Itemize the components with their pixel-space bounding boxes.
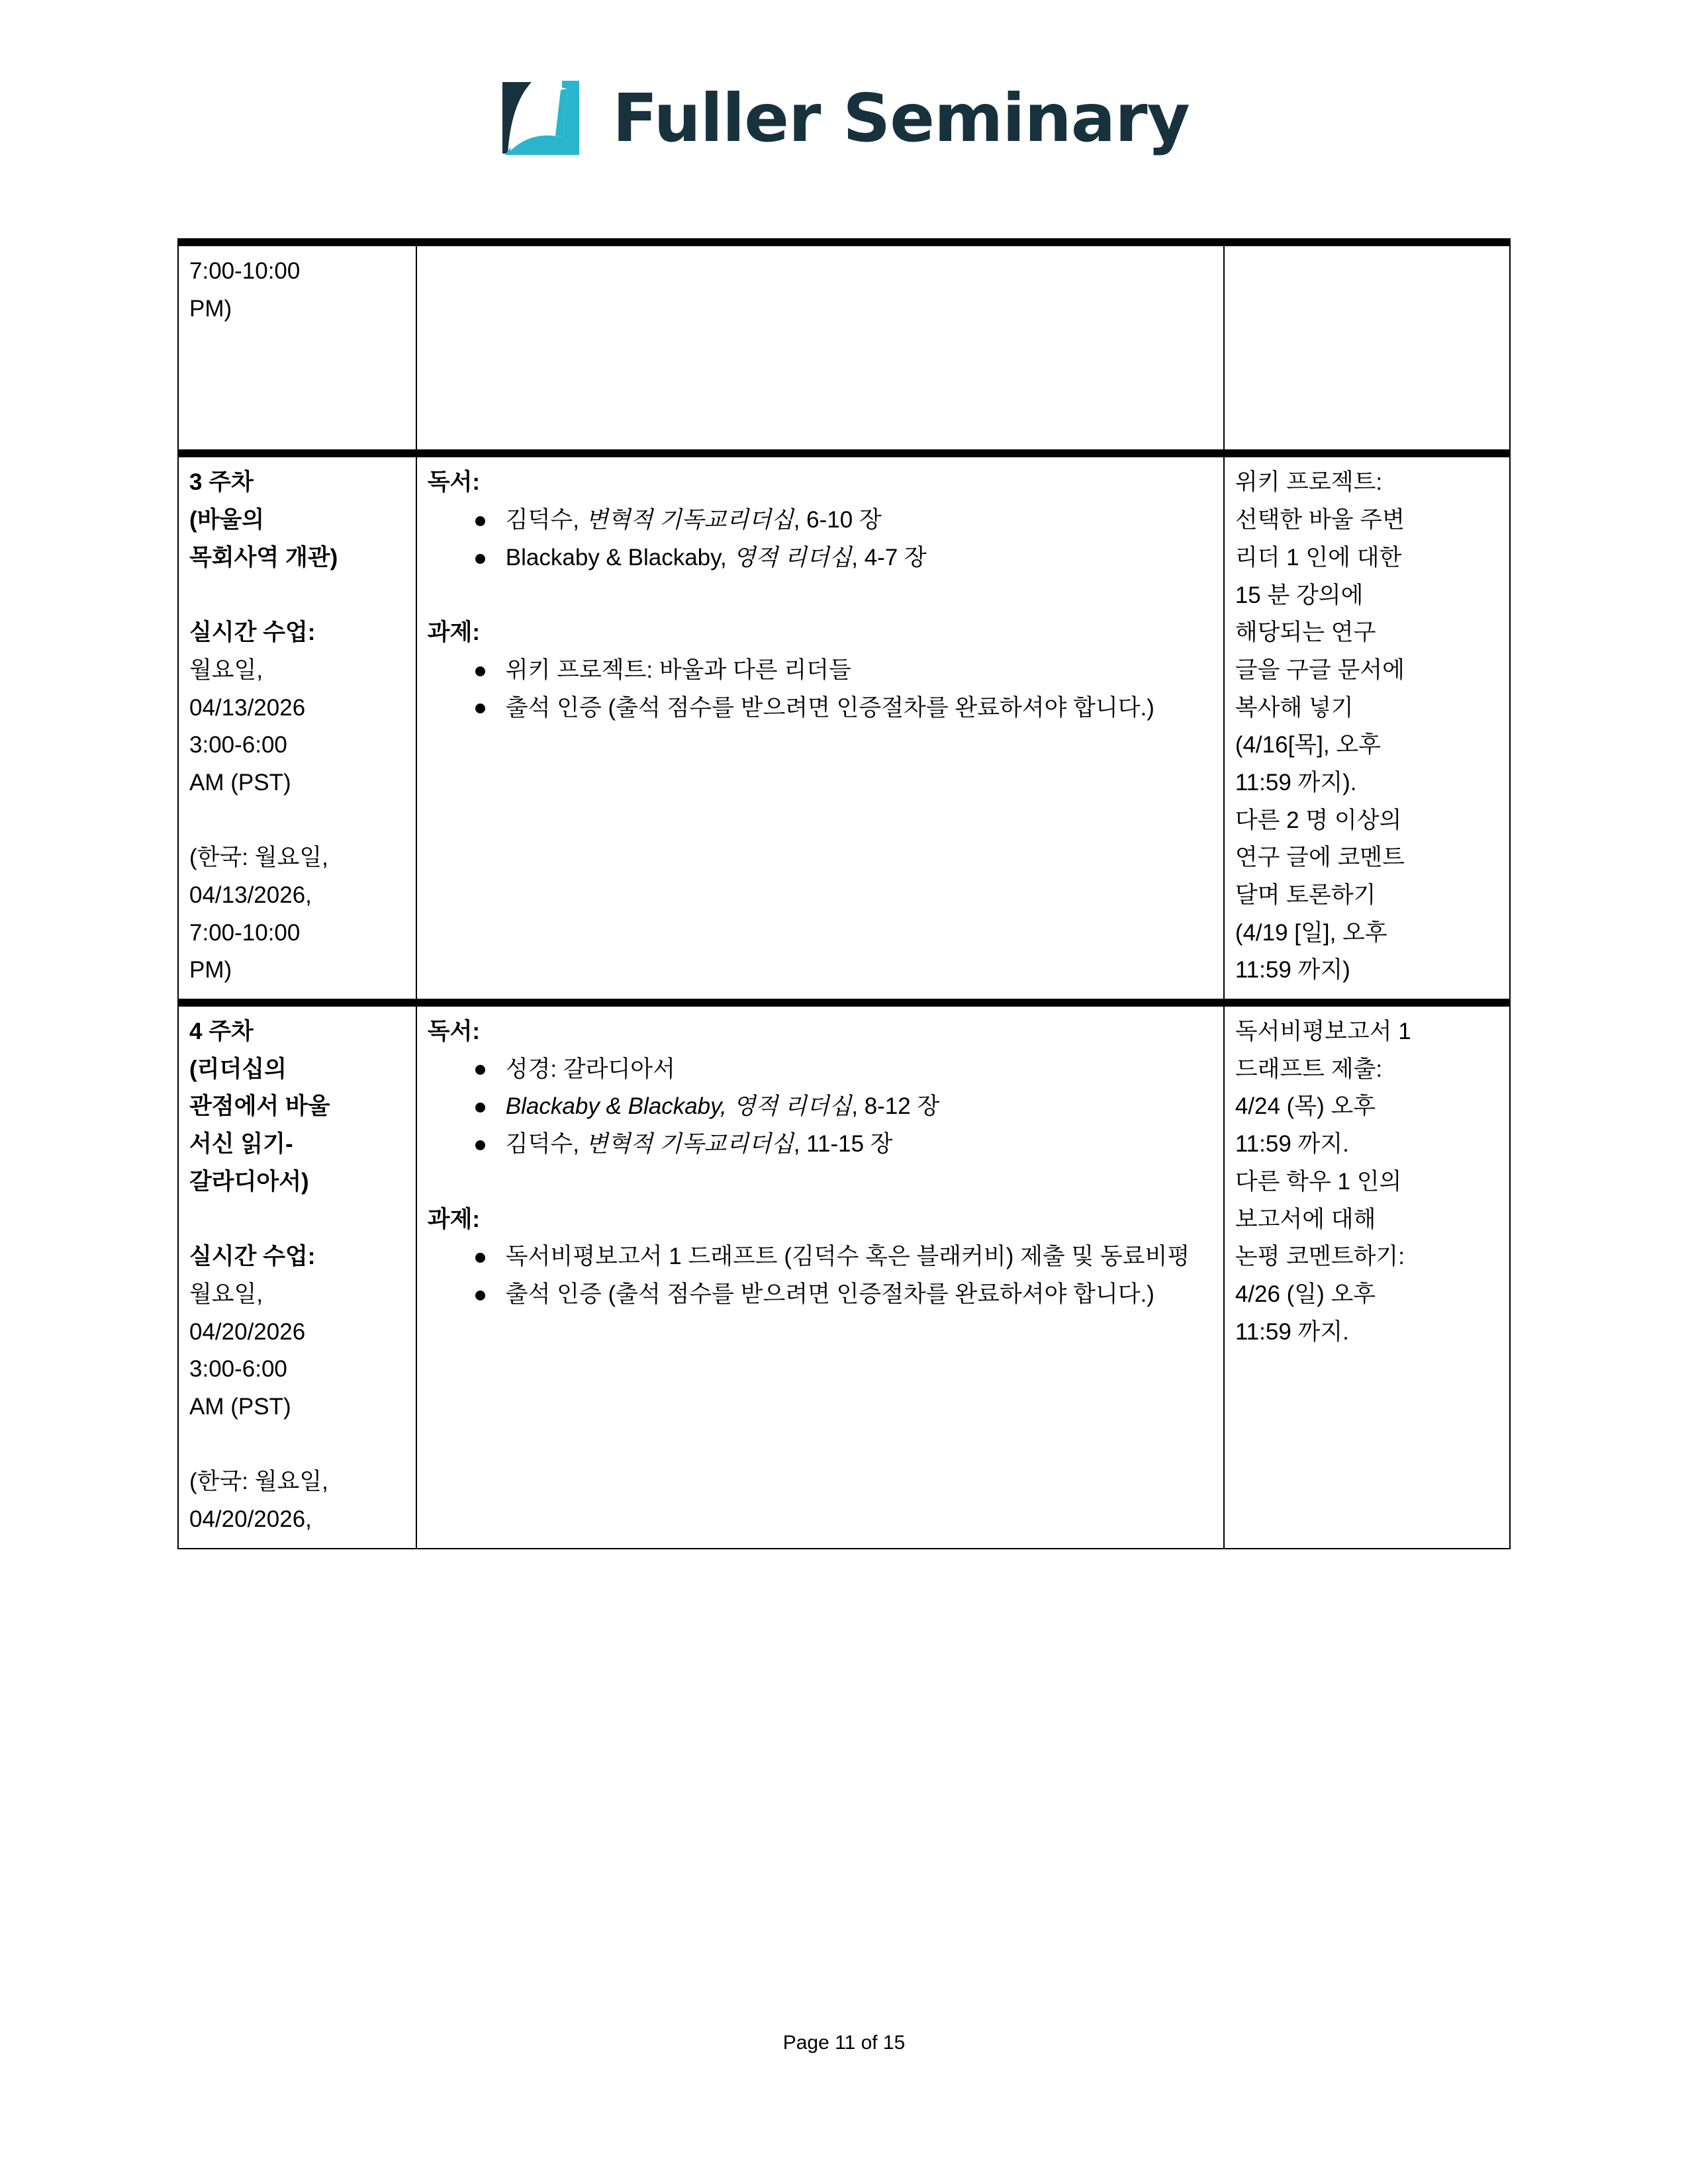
week-3-title-line-3: 목회사역 개관) xyxy=(189,544,338,570)
week-4-session-line-2: 04/20/2026 xyxy=(189,1318,306,1345)
week-4-title-line-4: 서신 읽기- xyxy=(189,1131,293,1158)
week-4-assignment-list xyxy=(428,1238,1213,1313)
week-4-session-line-3: 3:00-6:00 xyxy=(189,1356,287,1383)
table-row xyxy=(178,453,1510,1003)
continued-time-line-1: 7:00-10:00 xyxy=(189,258,301,284)
reading-author: Blackaby & Blackaby, xyxy=(505,544,733,570)
week-4-session-line-4: AM (PST) xyxy=(189,1393,291,1420)
week-4-title-line-3: 관점에서 바울 xyxy=(189,1093,330,1120)
week-3-korea-line-1: (한국: 월요일, xyxy=(189,844,328,871)
week-cell-week-4 xyxy=(178,1003,416,1549)
spacer xyxy=(189,328,405,365)
table-row xyxy=(178,242,1510,453)
reading-title: 변혁적 기독교리더십 xyxy=(585,507,794,533)
week-3-due-line-5: 해당되는 연구 xyxy=(1235,619,1376,646)
week-4-due-line-6: 보고서에 대해 xyxy=(1235,1206,1376,1232)
spacer xyxy=(189,1426,405,1464)
list-item: 독서비평보고서 1 드래프트 (김덕수 혹은 블래커비) 제출 및 동료비평 xyxy=(475,1238,1213,1276)
week-3-due-line-7: 복사해 넣기 xyxy=(1235,694,1354,721)
page-footer xyxy=(0,2032,1688,2054)
continued-time-line-2: PM) xyxy=(189,295,232,322)
week-cell-week-3 xyxy=(178,453,416,1003)
week-4-due-line-9: 11:59 까지. xyxy=(1235,1318,1349,1345)
reading-chapters: , 4-7 장 xyxy=(851,544,927,570)
week-3-session-line-1: 월요일, xyxy=(189,657,263,683)
list-item xyxy=(475,1051,1213,1089)
week-3-korea-line-2: 04/13/2026, xyxy=(189,882,312,908)
week-3-korea-line-4: PM) xyxy=(189,957,232,983)
week-4-due-line-1: 독서비평보고서 1 xyxy=(1235,1019,1411,1045)
week-3-title-line-1: 3 주차 xyxy=(189,469,254,496)
due-cell-empty xyxy=(1224,242,1510,453)
week-3-session-line-2: 04/13/2026 xyxy=(189,694,306,721)
week-3-due-line-8: (4/16[목], 오후 xyxy=(1235,732,1381,758)
week-3-due-line-3: 리더 1 인에 대한 xyxy=(1235,544,1402,570)
content-cell-empty xyxy=(416,242,1224,453)
week-3-session-line-4: AM (PST) xyxy=(189,769,291,796)
week-3-due-line-6: 글을 구글 문서에 xyxy=(1235,657,1405,683)
list-item xyxy=(475,502,1213,539)
week-4-title-line-5: 갈라디아서) xyxy=(189,1168,309,1195)
week-4-title-line-1: 4 주차 xyxy=(189,1019,254,1045)
week-3-session-label: 실시간 수업: xyxy=(189,619,316,646)
table-row xyxy=(178,1003,1510,1549)
due-cell-week-3 xyxy=(1224,453,1510,1003)
spacer xyxy=(189,403,405,441)
spacer xyxy=(189,802,405,840)
week-3-reading-label: 독서: xyxy=(427,469,481,496)
week-3-due-line-1: 위키 프로젝트: xyxy=(1235,469,1383,496)
due-cell-week-4 xyxy=(1224,1003,1510,1549)
spacer xyxy=(428,577,1213,615)
brand-name: Fuller Seminary xyxy=(612,79,1190,157)
week-4-due-line-3: 4/24 (목) 오후 xyxy=(1235,1093,1376,1120)
week-4-due-line-7: 논평 코멘트하기: xyxy=(1235,1244,1405,1270)
week-3-due-line-9: 11:59 까지). xyxy=(1235,769,1357,796)
week-4-due-line-2: 드래프트 제출: xyxy=(1235,1056,1383,1082)
open-book-icon xyxy=(498,79,583,158)
week-4-session-line-1: 월요일, xyxy=(189,1281,263,1307)
content-cell-week-3 xyxy=(416,453,1224,1003)
page-header xyxy=(0,0,1688,158)
week-4-title-line-2: (리더십의 xyxy=(189,1056,287,1082)
schedule-table-container xyxy=(177,238,1511,1549)
course-schedule-table xyxy=(177,238,1511,1549)
list-item xyxy=(475,539,1213,577)
list-item: 출석 인증 (출석 점수를 받으려면 인증절차를 완료하셔야 합니다.) xyxy=(475,1276,1213,1314)
week-3-session-line-3: 3:00-6:00 xyxy=(189,732,287,758)
week-4-korea-line-2: 04/20/2026, xyxy=(189,1506,312,1532)
reading-chapters: , 8-12 장 xyxy=(851,1093,940,1120)
week-3-assignment-label: 과제: xyxy=(427,619,481,646)
week-3-due-line-12: 달며 토론하기 xyxy=(1235,882,1376,908)
reading-scripture: 성경: 갈라디아서 xyxy=(505,1056,675,1082)
week-3-due-line-13: (4/19 [일], 오후 xyxy=(1235,919,1387,946)
reading-title: 변혁적 기독교리더십 xyxy=(585,1131,794,1158)
week-3-assignment-list xyxy=(428,652,1213,727)
reading-title: Blackaby & Blackaby, 영적 리더십 xyxy=(505,1093,852,1120)
reading-author: 김덕수, xyxy=(505,507,586,533)
week-4-reading-list xyxy=(428,1051,1213,1163)
week-4-assignment-label: 과제: xyxy=(427,1206,481,1232)
spacer xyxy=(189,365,405,403)
week-3-due-line-2: 선택한 바울 주변 xyxy=(1235,507,1405,533)
week-3-due-line-4: 15 분 강의에 xyxy=(1235,582,1364,608)
week-4-due-line-8: 4/26 (일) 오후 xyxy=(1235,1281,1376,1307)
reading-chapters: , 11-15 장 xyxy=(793,1131,893,1158)
reading-chapters: , 6-10 장 xyxy=(793,507,882,533)
week-4-korea-line-1: (한국: 월요일, xyxy=(189,1469,328,1495)
week-3-reading-list xyxy=(428,502,1213,576)
week-cell-continued xyxy=(178,242,416,453)
list-item xyxy=(475,1126,1213,1163)
week-4-due-line-4: 11:59 까지. xyxy=(1235,1131,1349,1158)
week-3-title-line-2: (바울의 xyxy=(189,507,265,533)
spacer xyxy=(189,577,405,615)
content-cell-week-4 xyxy=(416,1003,1224,1549)
reading-author: 김덕수, xyxy=(505,1131,586,1158)
week-4-session-label: 실시간 수업: xyxy=(189,1244,316,1270)
brand-lockup xyxy=(498,79,1190,158)
list-item: 위키 프로젝트: 바울과 다른 리더들 xyxy=(475,652,1213,690)
week-3-due-line-10: 다른 2 명 이상의 xyxy=(1235,807,1402,833)
week-4-reading-label: 독서: xyxy=(427,1019,481,1045)
week-3-due-line-11: 연구 글에 코멘트 xyxy=(1235,844,1405,871)
reading-title: 영적 리더십 xyxy=(733,544,852,570)
list-item: 출석 인증 (출석 점수를 받으려면 인증절차를 완료하셔야 합니다.) xyxy=(475,690,1213,727)
week-3-due-line-14: 11:59 까지) xyxy=(1235,957,1350,983)
list-item xyxy=(475,1088,1213,1126)
week-3-korea-line-3: 7:00-10:00 xyxy=(189,919,301,946)
spacer xyxy=(189,1201,405,1239)
week-4-due-line-5: 다른 학우 1 인의 xyxy=(1235,1168,1402,1195)
page-number: Page 11 of 15 xyxy=(782,2032,906,2054)
spacer xyxy=(428,1163,1213,1201)
